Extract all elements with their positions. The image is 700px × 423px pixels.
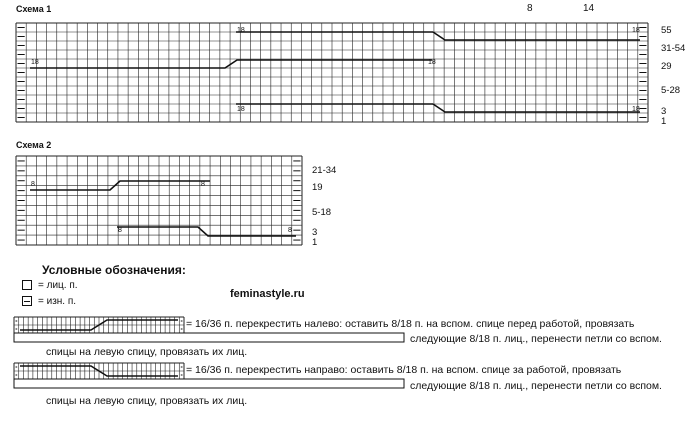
scheme1-grid xyxy=(16,23,648,122)
scheme2-row-label-5-18: 5-18 xyxy=(312,207,332,218)
scheme1-row-label-29: 29 xyxy=(661,61,672,72)
legend-purl-text: = изн. п. xyxy=(38,296,77,307)
scheme1-title: Схема 1 xyxy=(16,4,52,14)
scheme1-top-label-14: 14 xyxy=(583,3,595,14)
scheme1-cable-count: 18 xyxy=(428,59,436,66)
scheme1-row-label-1: 1 xyxy=(661,116,667,127)
scheme2-row-label-19: 19 xyxy=(312,182,323,193)
scheme2-row-label-1: 1 xyxy=(312,237,318,248)
scheme2-cable-count: 8 xyxy=(288,227,292,234)
scheme1-cable-line xyxy=(433,104,640,112)
cable-right-line1: = 16/36 п. перекрестить направо: оставить 8/18 п. на вспом. спице за работой, провязать xyxy=(186,364,622,376)
legend-knit-text: = лиц. п. xyxy=(38,280,78,291)
scheme2-row-label-21-34: 21-34 xyxy=(312,165,337,176)
scheme2-title: Схема 2 xyxy=(16,140,52,150)
scheme2-cable-count: 8 xyxy=(118,227,122,234)
scheme1-cable-count: 18 xyxy=(237,27,245,34)
site-watermark: feminastyle.ru xyxy=(230,288,305,300)
cable-right-line3: спицы на левую спицу, провязать их лиц. xyxy=(46,395,248,407)
scheme1-cable-count: 18 xyxy=(237,106,245,113)
cable-left-line1: = 16/36 п. перекрестить налево: оставить 8/18 п. на вспом. спице перед работой, провязать xyxy=(186,318,635,330)
scheme1-row-label-3: 3 xyxy=(661,106,667,117)
scheme2-grid xyxy=(16,156,302,245)
scheme2-cable-line xyxy=(117,227,296,236)
cable-left-strip xyxy=(14,333,404,342)
cable-right-line2: следующие 8/18 п. лиц., перенести петли со вспом. xyxy=(410,380,662,392)
scheme1-cable-count: 18 xyxy=(31,59,39,66)
purl-stitch-symbol xyxy=(22,296,32,306)
scheme1-cable-count: 18 xyxy=(632,27,640,34)
cable-left-line3: спицы на левую спицу, провязать их лиц. xyxy=(46,346,248,358)
scheme1-cable-line xyxy=(433,32,640,40)
scheme1-cable-line xyxy=(30,60,432,68)
scheme2-cable-count: 8 xyxy=(31,181,35,188)
legend-title: Условные обозначения: xyxy=(42,263,186,277)
scheme2-cable-count: 8 xyxy=(201,181,205,188)
scheme1-row-label-5-28: 5-28 xyxy=(661,85,681,96)
scheme2-row-label-3: 3 xyxy=(312,227,318,238)
cable-right-strip xyxy=(14,379,404,388)
scheme1-row-label-55: 55 xyxy=(661,25,672,36)
scheme1-top-label-8: 8 xyxy=(527,3,533,14)
scheme1-row-label-31-54: 31-54 xyxy=(661,43,686,54)
knit-stitch-symbol xyxy=(22,280,32,290)
scheme1-cable-count: 18 xyxy=(632,106,640,113)
cable-left-line2: следующие 8/18 п. лиц., перенести петли со вспом. xyxy=(410,333,662,345)
